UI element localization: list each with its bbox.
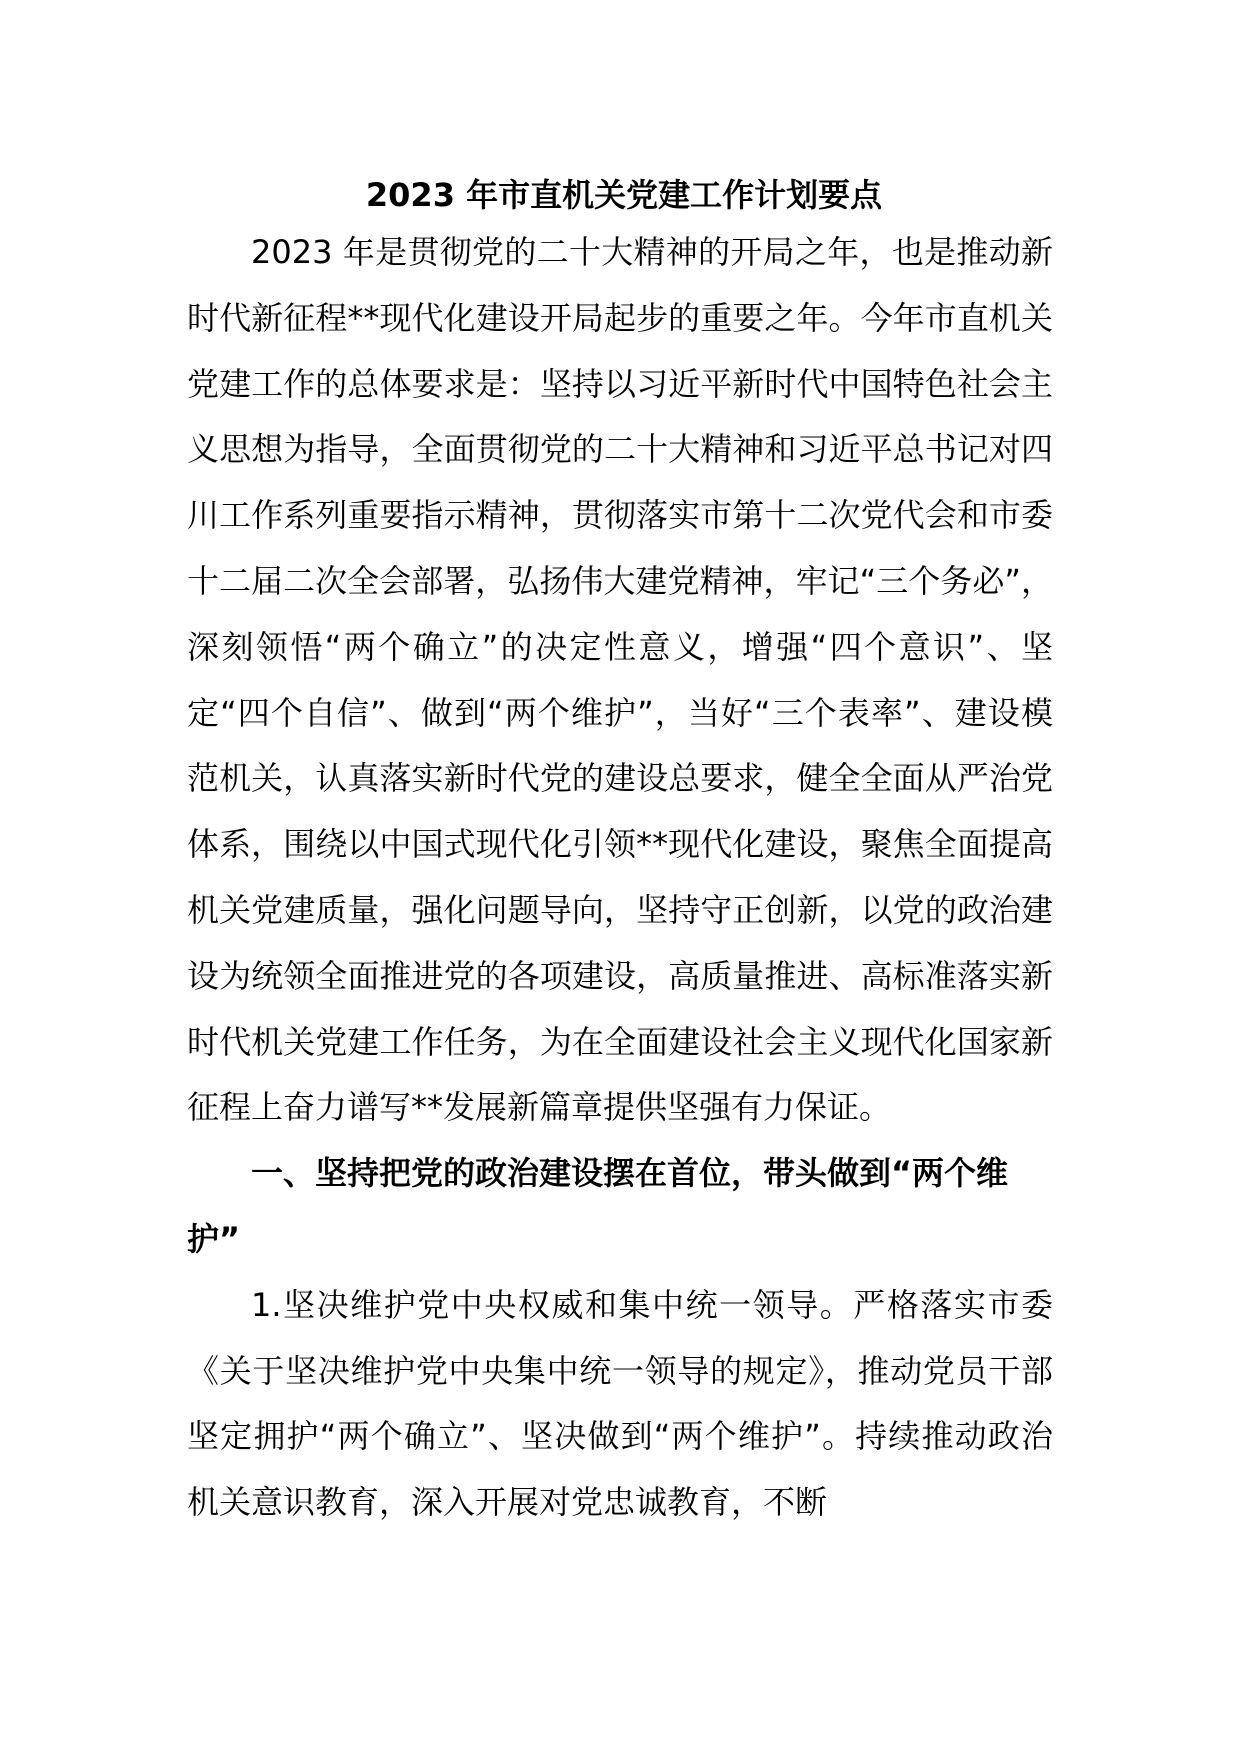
- intro-paragraph: 2023 年是贯彻党的二十大精神的开局之年，也是推动新时代新征程**现代化建设开局起步的重要之年。今年市直机关党建工作的总体要求是：坚持以习近平新时代中国特色社会主义思想为指导，全面贯彻党的二十大精神和习近平总书记对四川工作系列重要指示精神，贯彻落实市第十二次党代会和市委十二届二次全会部署，弘扬伟大建党精神，牢记“三个务必”，深刻领悟“两个确立”的决定性意义，增强“四个意识”、坚定“四个自信”、做到“两个维护”，当好“三个表率”、建设模范机关，认真落实新时代党的建设总要求，健全全面从严治党体系，围绕以中国式现代化引领**现代化建设，聚焦全面提高机关党建质量，强化问题导向，坚持守正创新，以党的政治建设为统领全面推进党的各项建设，高质量推进、高标准落实新时代机关党建工作任务，为在全面建设社会主义现代化国家新征程上奋力谱写**发展新篇章提供坚强有力保证。: [187, 233, 1053, 1127]
- document-title: 2023 年市直机关党建工作计划要点: [365, 176, 883, 214]
- section-heading-1: 一、坚持把党的政治建设摆在首位，带头做到“两个维护”: [187, 1154, 1009, 1258]
- document-page: [187, 170, 1053, 1536]
- section-1-paragraph-1: 1.坚决维护党中央权威和集中统一领导。严格落实市委《关于坚决维护党中央集中统一领导的规定》，推动党员干部坚定拥护“两个确立”、坚决做到“两个维护”。持续推动政治机关意识教育，深入开展对党忠诚教育，不断: [187, 1285, 1053, 1522]
